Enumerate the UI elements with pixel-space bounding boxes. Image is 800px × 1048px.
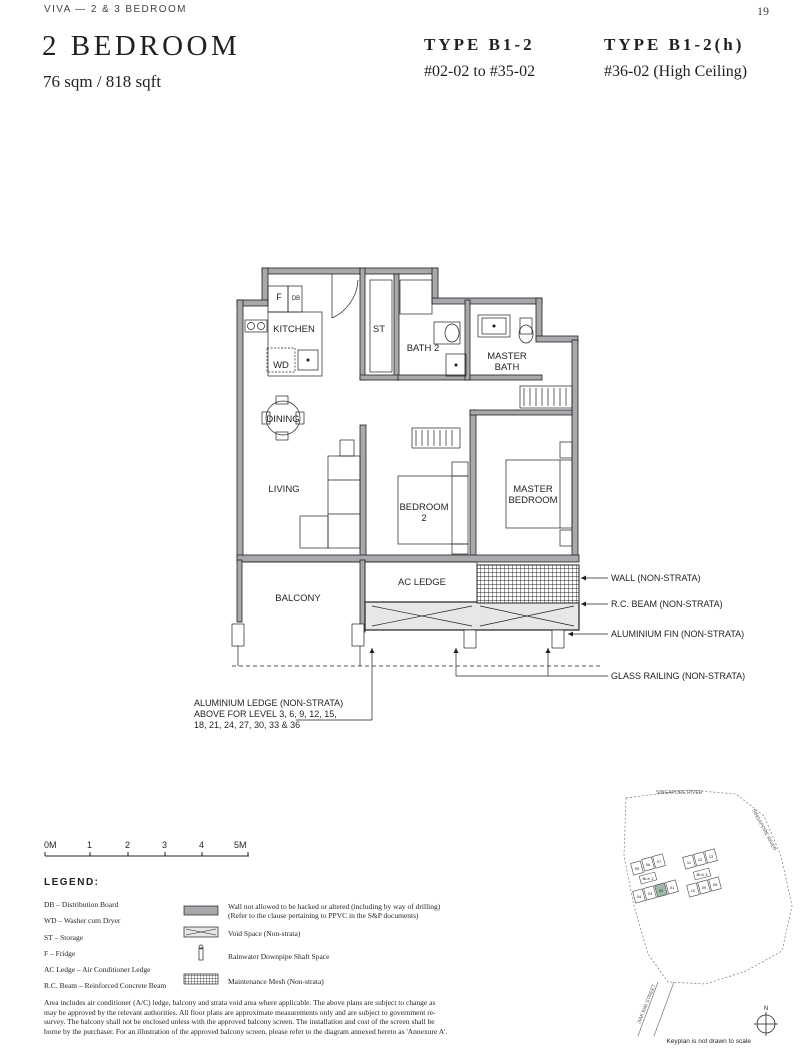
- type-title-b1-2: TYPE B1-2: [424, 35, 535, 54]
- legend-wall-text-line2: (Refer to the clause pertaining to PPVC in the S&P documents): [228, 911, 419, 920]
- master-bath-fittings: [478, 315, 533, 343]
- unit-title: 2 BEDROOM: [42, 30, 241, 62]
- scale-bar: [44, 838, 264, 868]
- keyplan-label-01: 01: [669, 885, 675, 890]
- scale-label-3: 3: [162, 840, 168, 850]
- db-label: DB: [291, 296, 301, 302]
- legend-void-text: Void Space (Non-strata): [228, 929, 301, 938]
- keyplan-label-07: 07: [656, 859, 662, 864]
- type-units-b1-2h: #36-02 (High Ceiling): [604, 63, 748, 80]
- unit-area: 76 sqm / 818 sqft: [43, 72, 162, 91]
- legend-void-swatch: [184, 927, 218, 937]
- legend-abbrev-st: ST – Storage: [44, 933, 84, 942]
- keyplan-label-10: 10: [690, 888, 696, 893]
- legend-mesh-text: Maintenance Mesh (Non-strata): [228, 977, 324, 986]
- legend-wall-swatch: [184, 906, 218, 915]
- scale-ticks: [45, 852, 249, 856]
- keyplan-label-06: 06: [645, 862, 651, 867]
- page-number: 19: [757, 4, 769, 18]
- scale-label-1: 1: [87, 840, 93, 850]
- storage-label: ST: [372, 324, 386, 335]
- ac-ledge-structure: [365, 562, 579, 648]
- master-bedroom-label-line1: MASTER: [513, 484, 553, 495]
- bedroom2-label-line2: 2: [421, 513, 427, 524]
- door-swings: [332, 274, 358, 318]
- legend-abbrev-wd: WD – Washer cum Dryer: [44, 916, 121, 925]
- scale-label-0: 0M: [44, 840, 57, 850]
- keyplan-label-03: 03: [647, 891, 653, 896]
- wardrobes: [412, 386, 572, 448]
- scale-label-2: 2: [125, 840, 131, 850]
- master-bath-label-line2: BATH: [494, 362, 520, 373]
- bath2-label: BATH 2: [406, 343, 440, 354]
- ledge-callout-line1: ALUMINIUM LEDGE (NON-STRATA): [194, 698, 344, 708]
- legend-symbols: [182, 900, 222, 992]
- keyplan-river-top: SINGAPORE RIVER: [656, 790, 703, 796]
- aluminium-fin-callout: ALUMINIUM FIN (NON-STRATA): [611, 629, 745, 639]
- type-title-b1-2h: TYPE B1-2(h): [604, 35, 745, 54]
- ledge-callout-line3: 18, 21, 24, 27, 30, 33 & 36: [194, 720, 301, 730]
- keyplan-label-blk3: BLK 3: [696, 872, 708, 877]
- legend-title: LEGEND:: [44, 877, 100, 888]
- rc-beam-callout: R.C. BEAM (NON-STRATA): [611, 599, 723, 609]
- north-label: N: [763, 1006, 769, 1012]
- keyplan-label-09: 09: [701, 885, 707, 890]
- bedroom2-label-line1: BEDROOM: [399, 502, 449, 513]
- keyplan-label-02: 02: [658, 888, 664, 893]
- legend-abbrev-db: DB – Distribution Board: [44, 900, 119, 909]
- legend-abbrev-f: F – Fridge: [44, 949, 76, 958]
- living-label: LIVING: [268, 484, 300, 495]
- legend-rainwater-swatch: [199, 945, 203, 960]
- scale-label-5: 5M: [234, 840, 247, 850]
- keyplan-label-blk1: BLK 1: [642, 876, 654, 881]
- glass-railing-callout: GLASS RAILING (NON-STRATA): [611, 671, 746, 681]
- fridge-label: F: [276, 292, 282, 302]
- legend-rainwater-text: Rainwater Downpipe Shaft Space: [228, 952, 330, 961]
- keyplan-label-04: 04: [636, 894, 642, 899]
- balcony-label: BALCONY: [275, 593, 321, 604]
- master-bath-label-line1: MASTER: [487, 351, 527, 362]
- dining-label: DINING: [266, 414, 300, 425]
- legend-wall-text-line1: Wall not allowed to be hacked or altered (including by way of drilling): [228, 902, 441, 911]
- keyplan-street: JIAK KIM STREET: [636, 983, 658, 1025]
- scale-label-4: 4: [199, 840, 205, 850]
- keyplan-label-05: 05: [634, 866, 640, 871]
- legend-abbrev-rc-beam: R.C. Beam – Reinforced Concrete Beam: [44, 981, 167, 990]
- project-header: VIVA — 2 & 3 BEDROOM: [44, 4, 187, 15]
- keyplan-note: Keyplan is not drawn to scale: [666, 1038, 751, 1045]
- keyplan-river-right: SINGAPORE RIVER: [750, 808, 778, 852]
- legend-mesh-swatch: [184, 974, 218, 984]
- keyplan-label-12: 12: [697, 857, 703, 862]
- disclaimer-text: Area includes air conditioner (A/C) ledge, balcony and strata void area where applicable. The above plans are subject to change as may be approved by the relevant authorities. All floor plans are approximate measurements only and are subject to government re-survey. The balcony shall not be enclosed unless with the approved balcony screen. The installation and cost of the screen shall be borne by the purchaser. For an illustration of the approved balcony screen, please refer to the diagram annexed hereto as 'Annexure A'.: [44, 998, 448, 1036]
- ledge-callout-line2: ABOVE FOR LEVEL 3, 6, 9, 12, 15,: [194, 709, 337, 719]
- ac-ledge-label: AC LEDGE: [397, 577, 447, 588]
- type-units-b1-2: #02-02 to #35-02: [424, 63, 536, 80]
- north-arrow: [754, 1012, 778, 1036]
- keyplan-label-11: 11: [686, 860, 692, 865]
- wd-label: WD: [273, 360, 289, 371]
- legend-abbrev-ac-ledge: AC Ledge – Air Conditioner Ledge: [44, 965, 151, 974]
- kitchen-label: KITCHEN: [273, 324, 315, 335]
- keyplan-label-13: 13: [708, 854, 714, 859]
- master-bedroom-label-line2: BEDROOM: [508, 495, 558, 506]
- living-sofa: [300, 440, 360, 548]
- keyplan-label-08: 08: [712, 882, 718, 887]
- keyplan: [596, 786, 796, 1046]
- wall-callout: WALL (NON-STRATA): [611, 573, 701, 583]
